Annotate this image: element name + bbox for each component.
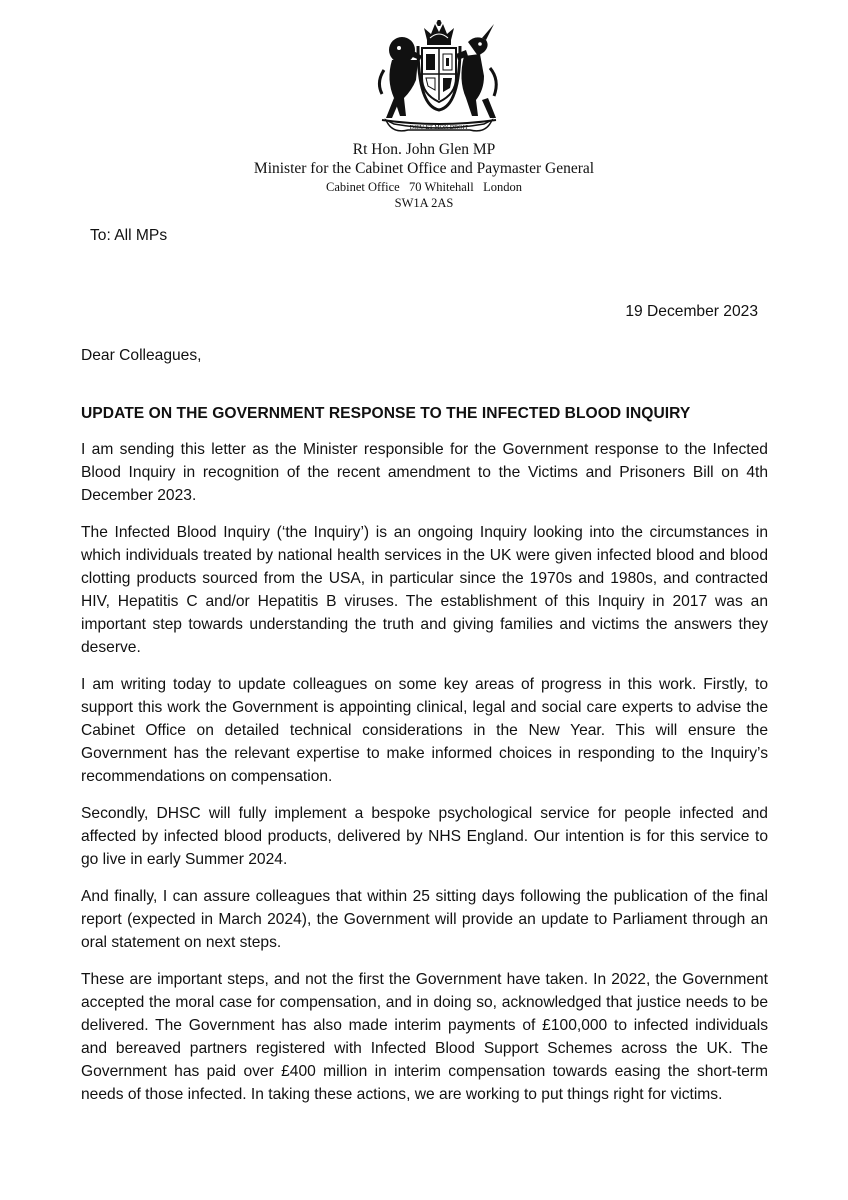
- letterhead: [200, 140, 648, 211]
- recipient-line: To: All MPs: [90, 227, 168, 244]
- letter-heading: UPDATE ON THE GOVERNMENT RESPONSE TO THE INFECTED BLOOD INQUIRY: [81, 405, 691, 422]
- paragraph: I am writing today to update colleagues on some key areas of progress in this work. Firstly, to support this work the Government is appointing clinical, legal and social care experts to advise the Cabinet Office on detailed technical considerations in the New Year. This will ensure the Government has the relevant expertise to make informed choices in responding to the Inquiry’s recommendations on compensation.: [81, 676, 768, 785]
- paragraph: Secondly, DHSC will fully implement a bespoke psychological service for people infected and affected by infected blood products, delivered by NHS England. Our intention is for this service to go live in early Summer 2024.: [81, 805, 768, 868]
- paragraph: These are important steps, and not the first the Government have taken. In 2022, the Government accepted the moral case for compensation, and in doing so, acknowledged that justice needs to be delivered. The Government has also made interim payments of £100,000 to infected individuals and bereaved partners registered with Infected Blood Support Schemes across the UK. The Government has paid over £400 million in interim compensation towards easing the short-term needs of those infected. In taking these actions, we are working to put things right for victims.: [81, 971, 768, 1103]
- svg-text:DIEU ET MON DROIT: DIEU ET MON DROIT: [409, 125, 469, 131]
- salutation: Dear Colleagues,: [81, 347, 202, 364]
- letter-date: 19 December 2023: [625, 303, 758, 320]
- paragraph: I am sending this letter as the Minister responsible for the Government response to the Infected Blood Inquiry in recognition of the recent amendment to the Victims and Prisoners Bill on 4th December 2023.: [81, 441, 768, 504]
- paragraph: The Infected Blood Inquiry (‘the Inquiry’) is an ongoing Inquiry looking into the circumstances in which individuals treated by national health services in the UK were given infected blood and blood clotting products sourced from the USA, in particular since the 1970s and 1980s, and contracted HIV, Hepatitis C and/or Hepatitis B viruses. The establishment of this Inquiry in 2017 was an important step towards understanding the truth and giving families and victims the answers they deserve.: [81, 524, 768, 656]
- minister-title: Minister for the Cabinet Office and Paymaster General: [253, 160, 595, 177]
- letter-body: [81, 438, 768, 1120]
- address-line-2: SW1A 2AS: [394, 196, 454, 210]
- royal-coat-of-arms-icon: [372, 20, 506, 138]
- paragraph: And finally, I can assure colleagues that within 25 sitting days following the publication of the final report (expected in March 2024), the Government will provide an update to Parliament through an oral statement on next steps.: [81, 888, 768, 951]
- minister-name: Rt Hon. John Glen MP: [352, 141, 496, 158]
- address-line-1: Cabinet Office 70 Whitehall London: [325, 180, 523, 194]
